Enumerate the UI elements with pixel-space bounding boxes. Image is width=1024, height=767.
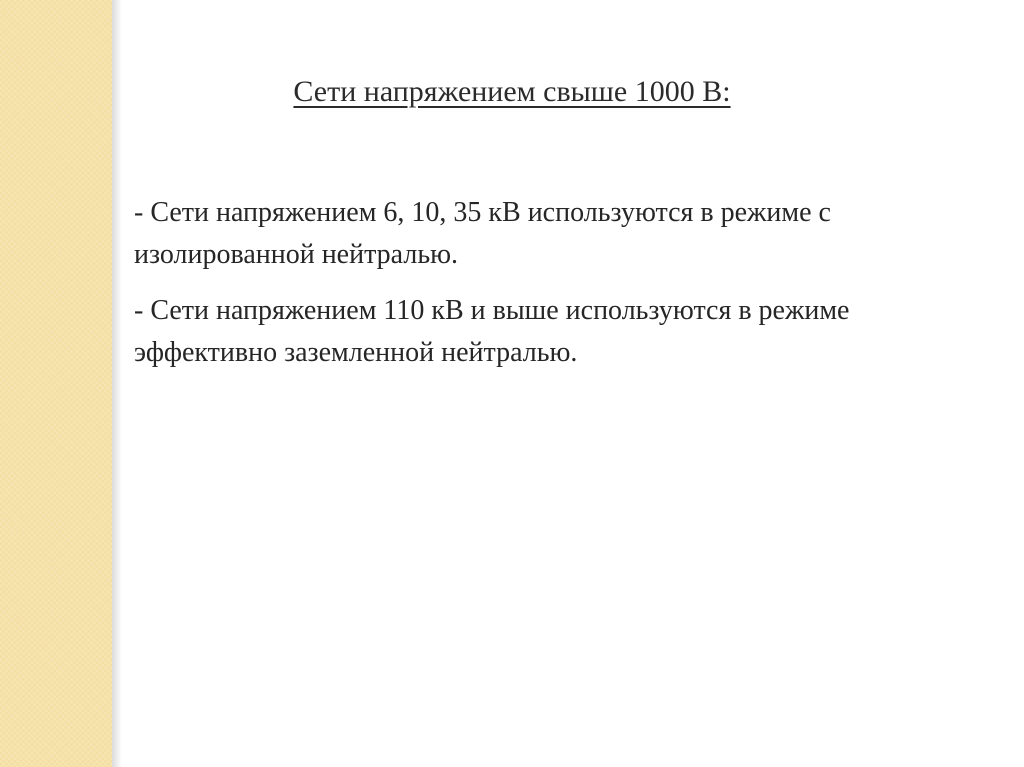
bullet-paragraph-1: - Сети напряжением 6, 10, 35 кВ используются в режиме с изолированной нейтралью. bbox=[134, 197, 831, 270]
decorative-side-band bbox=[0, 0, 112, 767]
slide-body bbox=[134, 192, 934, 388]
bullet-paragraph-2: - Сети напряжением 110 кВ и выше используются в режиме эффективно заземленной нейтралью. bbox=[134, 295, 850, 368]
side-band-shadow bbox=[112, 0, 122, 767]
slide-title: Сети напряжением свыше 1000 В: bbox=[293, 75, 731, 108]
